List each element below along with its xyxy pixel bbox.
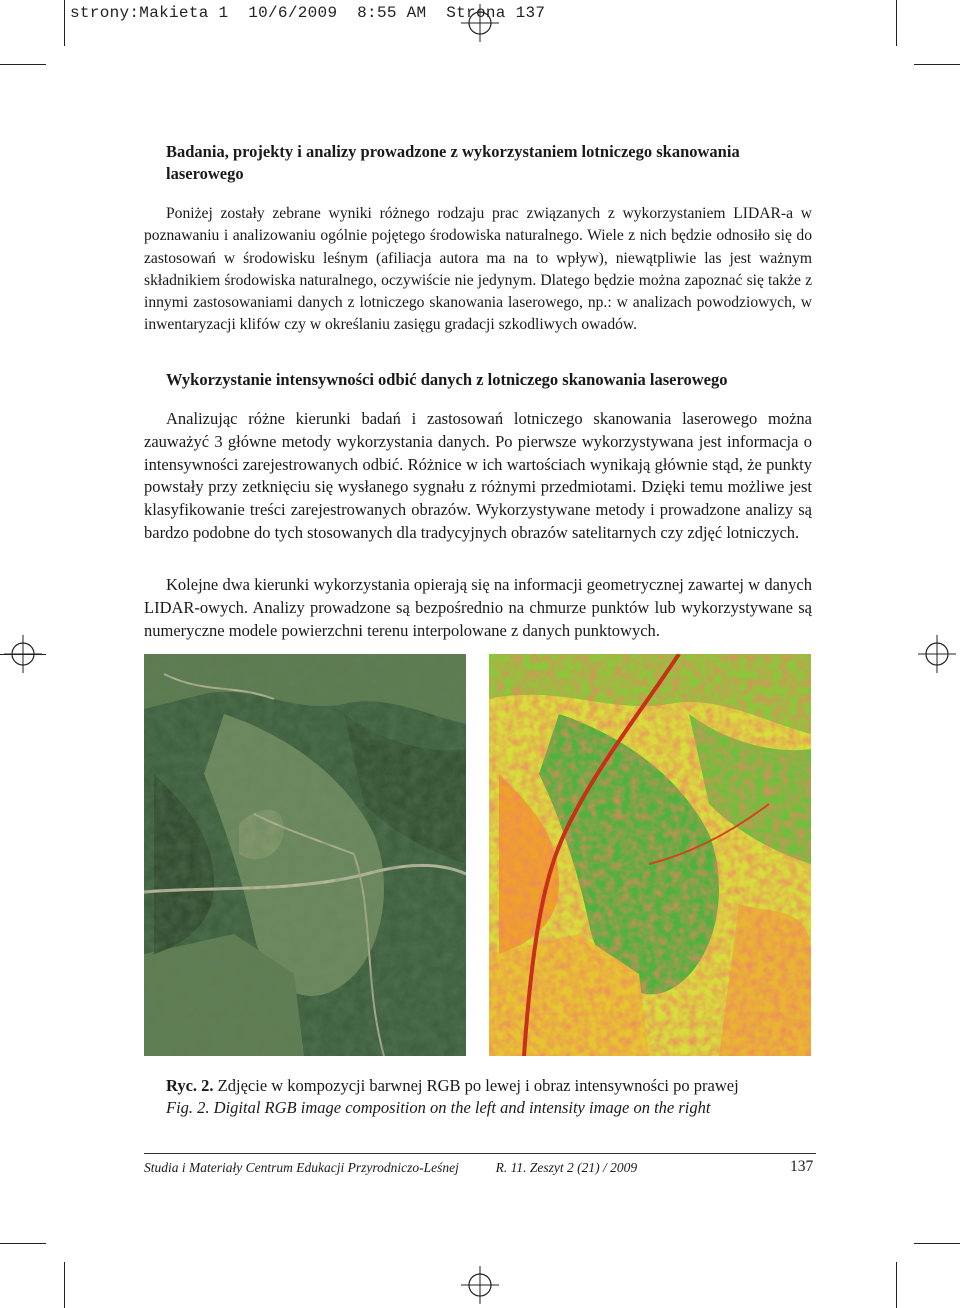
figure-caption-en [166,1097,710,1119]
section-heading: Wykorzystanie intensywności odbić danych z lotniczego skanowania laserowego [166,370,728,389]
journal-title: Studia i Materiały Centrum Edukacji Przyrodniczo-Leśnej [144,1160,459,1175]
methods-paragraph: Analizując różne kierunki badań i zastosowań lotniczego skanowania laserowego można zauważyć 3 główne metody wykorzystania danych. Po pierwsze wykorzystywana jest informacja o intensywności zarejestrowanych odbić. Różnice w ich wartościach wynikają głównie stąd, że punkty powstały przy zetknięciu się wysłanego sygnału z różnymi przedmiotami. Dzięki temu możliwe jest klasyfikowanie treści zarejestrowanych obrazów. Wykorzystywane metody i prowadzone analizy są bardzo podobne do tych stosowanych dla tradycyjnych obrazów satelitarnych czy zdjęć lotniczych. [144,409,812,542]
journal-volume: R. 11. Zeszyt 2 (21) / 2009 [495,1160,638,1175]
article-heading: Badania, projekty i analizy prowadzone z wykorzystaniem lotniczego skanowania laserowego [166,142,740,183]
registration-mark-icon [461,1266,499,1304]
crop-mark [914,1243,960,1244]
crop-mark [64,0,65,46]
crop-mark [896,0,897,46]
rgb-aerial-image [144,654,466,1056]
intro-paragraph: Poniżej zostały zebrane wyniki różnego rodzaju prac związanych z wykorzystaniem LIDAR-a w poznawaniu i analizowaniu ogólnie pojętego środowiska naturalnego. Wiele z nich będzie odnosiło się do zastosowań w środowisku leśnym (afiliacja autora ma na to wpływ), niewątpliwie las jest ważnym składnikiem środowiska naturalnego, oczywiście nie jedynym. Dlatego będzie można zapoznać się także z innymi zastosowaniami danych z lotniczego skanowania laserowego, np.: w analizach powodziowych, w inwentaryzacji klifów czy w określaniu zasięgu gradacji szkodliwych owadów. [144,205,812,334]
registration-mark-icon [918,635,956,673]
crop-mark [64,1262,65,1308]
figure-caption-pl-text: Zdjęcie w kompozycji barwnej RGB po lewej i obraz intensywności po prawej [217,1076,739,1095]
figure-caption-en-label: Fig. 2. [166,1098,210,1117]
crop-mark [0,1243,46,1244]
registration-mark-icon [461,4,499,42]
crop-mark [914,64,960,65]
print-slug: strony:Makieta 1 10/6/2009 8:55 AM Strona 137 [70,4,546,22]
geometry-paragraph: Kolejne dwa kierunki wykorzystania opierają się na informacji geometrycznej zawartej w danych LIDAR-owych. Analizy prowadzone są bezpośrednio na chmurze punktów lub wykorzystywane są numeryczne modele powierzchni terenu interpolowane z danych punktowych. [144,575,812,640]
crop-mark [0,64,46,65]
crop-mark [0,654,46,655]
figure-caption-pl [166,1075,739,1097]
figure-caption-pl-label: Ryc. 2. [166,1076,214,1095]
footer-journal [144,1160,637,1176]
figure-caption-en-text: Digital RGB image composition on the left and intensity image on the right [213,1098,711,1117]
footer-rule [144,1153,816,1154]
lidar-intensity-image [489,654,811,1056]
crop-mark [896,1262,897,1308]
page-number: 137 [790,1158,814,1175]
